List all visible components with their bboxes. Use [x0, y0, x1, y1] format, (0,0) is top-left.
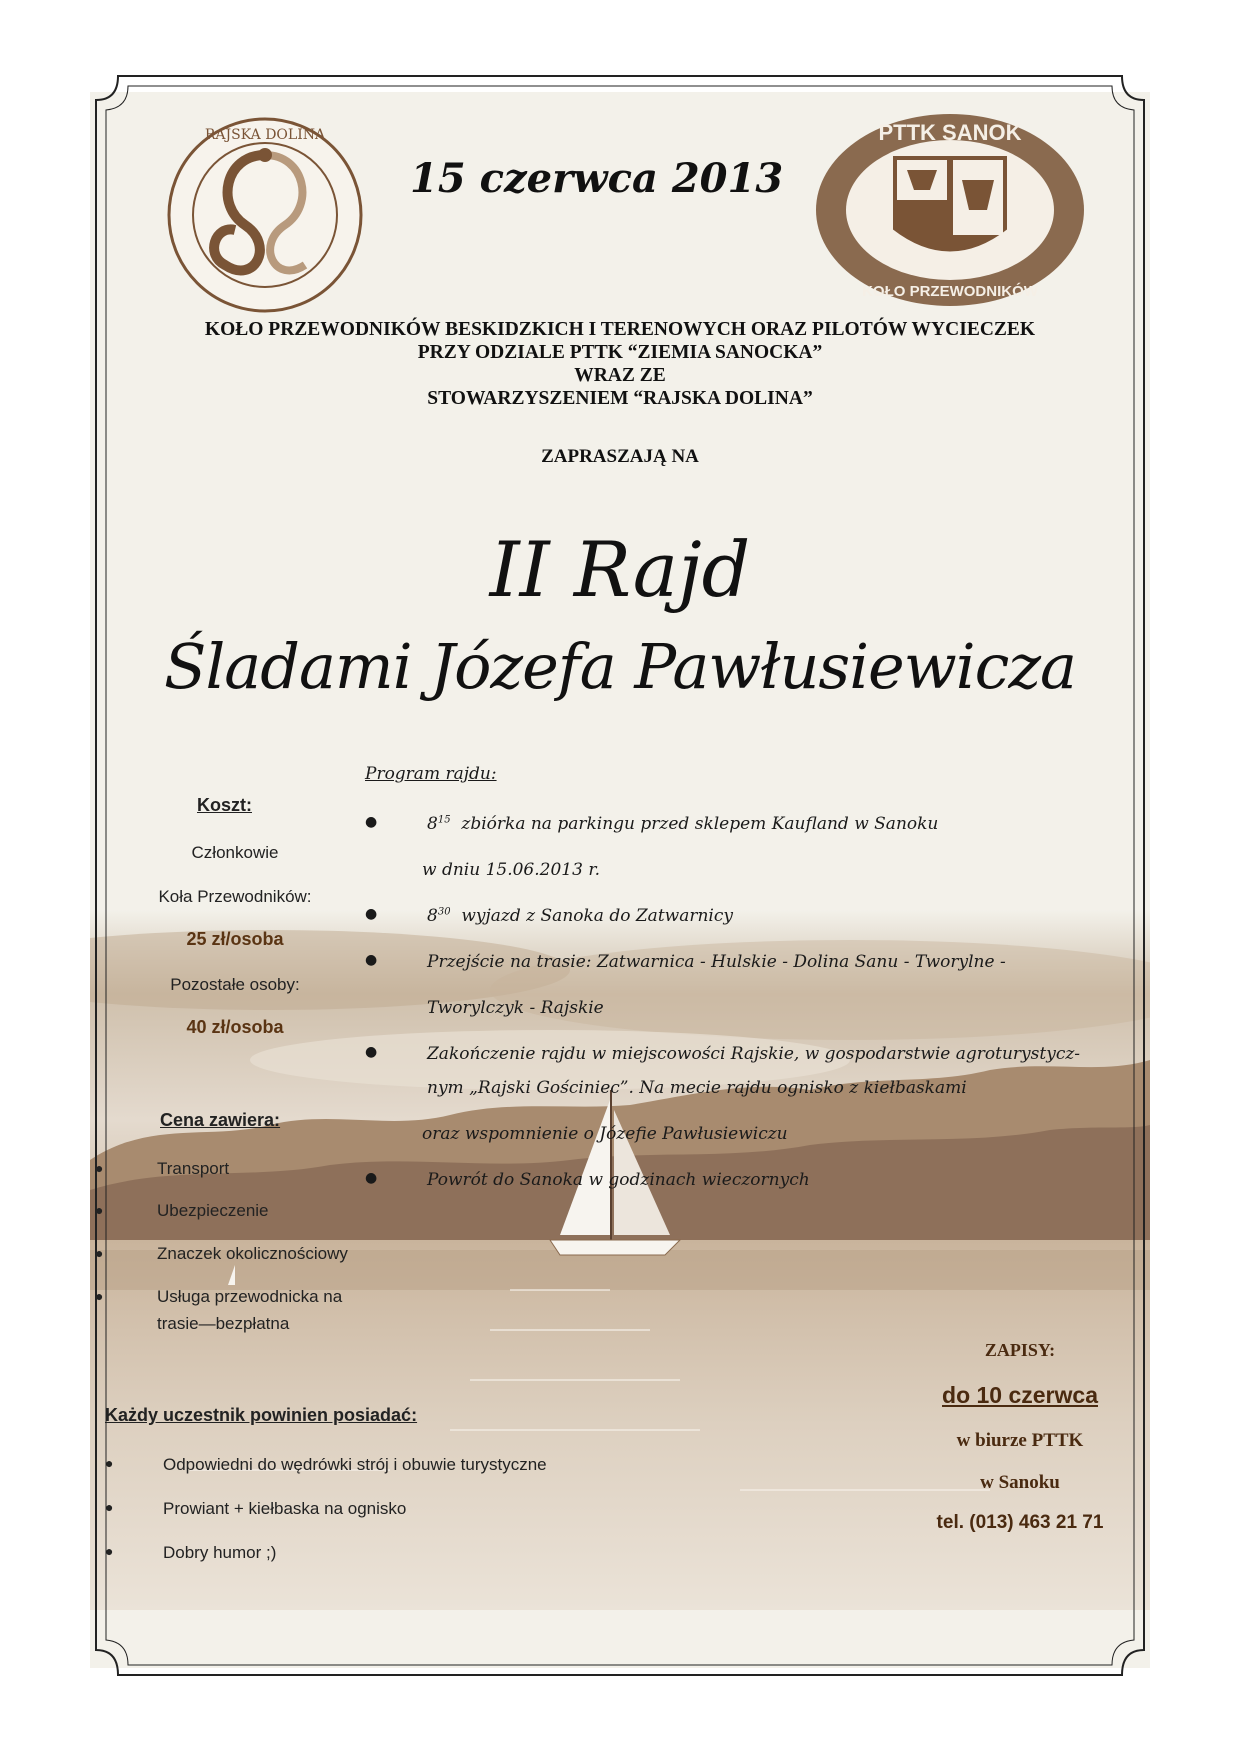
- bullet: ●: [105, 1543, 114, 1559]
- bullet: ●: [95, 1202, 104, 1218]
- bullet: ●: [105, 1455, 114, 1471]
- others-price: 40 zł/osoba: [186, 1017, 284, 1037]
- logo-right-bottom-text: KOŁO PRZEWODNIKÓW: [862, 283, 1038, 300]
- bullet: ●: [95, 1160, 104, 1176]
- members-price: 25 zł/osoba: [186, 929, 284, 949]
- organizers-line4: STOWARZYSZENIEM “RAJSKA DOLINA”: [427, 388, 813, 409]
- signup-deadline: do 10 czerwca: [942, 1382, 1098, 1408]
- organizers-line1: KOŁO PRZEWODNIKÓW BESKIDZKICH I TERENOWYCH ORAZ PILOTÓW WYCIECZEK: [204, 319, 1036, 340]
- bullet: ●: [95, 1245, 104, 1261]
- bullet: ●: [365, 906, 378, 922]
- poster: RAJSKA DOLINA 15 czerwca 2013 PTTK SANOK KOŁO PRZEWODNIKÓW KOŁO PRZEWODNIKÓW BESKIDZKICH I TERENOWYCH ORAZ PILOTÓW WYCIECZEK PRZY ODZIALE PTTK “ZIEMIA SANOCKA” WRAZ ZE STOWARZYSZENIEM “RAJSKA DOLINA” ZAPRASZAJĄ NA II Rajd Śladami Józefa Pawłusiewicza Koszt: Członkowie Koła Przewodników: 25 zł/osoba Pozostałe osoby: 40 zł/osoba Cena zawiera: ● Transport ● Ubezpieczenie ● Znaczek okolicznościowy ● Usługa przewodnicka na trasie—bezpłatna Program rajdu: ● $8^{15}$ zbiórka na parkingu przed sklepem Kaufland w Sanoku w dniu 15.06.2013 r. ● $8^{30}$ wyjazd z Sanoka do Zatwarnicy ● Przejście na trasie: Zatwarnica - Hulskie - Dolina Sanu - Tworylne - Tworylczyk - Rajskie ● Zakończenie rajdu w miejscowości Rajskie, w gospodarstwie agroturystycz- nym „Rajski Gościniec”. Na mecie rajdu ognisko z kiełbaskami oraz wspomnienie o Józefie Pawłusiewiczu ● Powrót do Sanoka w godzinach wieczornych Każdy uczestnik powinien posiadać: ● Odpowiedni do wędrówki strój i obuwie turystyczne ● Prowiant + kiełbaska na ognisko ● Dobry humor ;) ZAPISY: do 10 czerwca w biurze PTTK w Sanoku tel. (013) 463 21 71: [0, 0, 1240, 1754]
- logo-right-top-text: PTTK SANOK: [878, 120, 1022, 145]
- bullet: ●: [365, 814, 378, 830]
- bullet: ●: [95, 1288, 104, 1304]
- bullet: ●: [105, 1499, 114, 1515]
- bullet: ●: [365, 1170, 378, 1186]
- signup-place2: w Sanoku: [980, 1472, 1060, 1493]
- requirements-heading: Każdy uczestnik powinien posiadać:: [105, 1405, 418, 1425]
- bullet: ●: [365, 1044, 378, 1060]
- organizers-line2: PRZY ODZIALE PTTK “ZIEMIA SANOCKA”: [417, 342, 823, 363]
- signup-place1: w biurze PTTK: [956, 1430, 1084, 1451]
- others-label: Pozostałe osoby:: [170, 975, 300, 994]
- pttk-sanok-logo: [812, 110, 1088, 310]
- members-label-line2: Koła Przewodników:: [158, 887, 312, 906]
- program-heading: Program rajdu:: [365, 764, 497, 784]
- program-item-continued: nym „Rajski Gościniec”. Na mecie rajdu ognisko z kiełbaskami: [427, 1078, 967, 1098]
- invite-text: ZAPRASZAJĄ NA: [541, 446, 699, 467]
- members-label-line1: Członkowie: [191, 843, 279, 862]
- signup-phone: tel. (013) 463 21 71: [936, 1512, 1104, 1533]
- program-item-continued: Tworylczyk - Rajskie: [427, 998, 604, 1018]
- bullet: ●: [365, 952, 378, 968]
- signup-heading: ZAPISY:: [984, 1340, 1056, 1360]
- organizers-line3: WRAZ ZE: [574, 365, 666, 386]
- event-date: 15 czerwca 2013: [410, 155, 784, 202]
- event-title-line2: Śladami Józefa Pawłusiewicza: [164, 630, 1076, 703]
- rajska-dolina-logo: [165, 115, 365, 315]
- cost-heading: Koszt:: [197, 795, 252, 815]
- includes-heading: Cena zawiera:: [160, 1110, 281, 1130]
- program-item-continued: w dniu 15.06.2013 r.: [422, 860, 600, 880]
- organizers: [120, 318, 1120, 410]
- event-title-line1: II Rajd: [489, 525, 751, 614]
- logo-left-text: RAJSKA DOLINA: [204, 127, 326, 143]
- program-item-continued: oraz wspomnienie o Józefie Pawłusiewiczu: [422, 1124, 788, 1144]
